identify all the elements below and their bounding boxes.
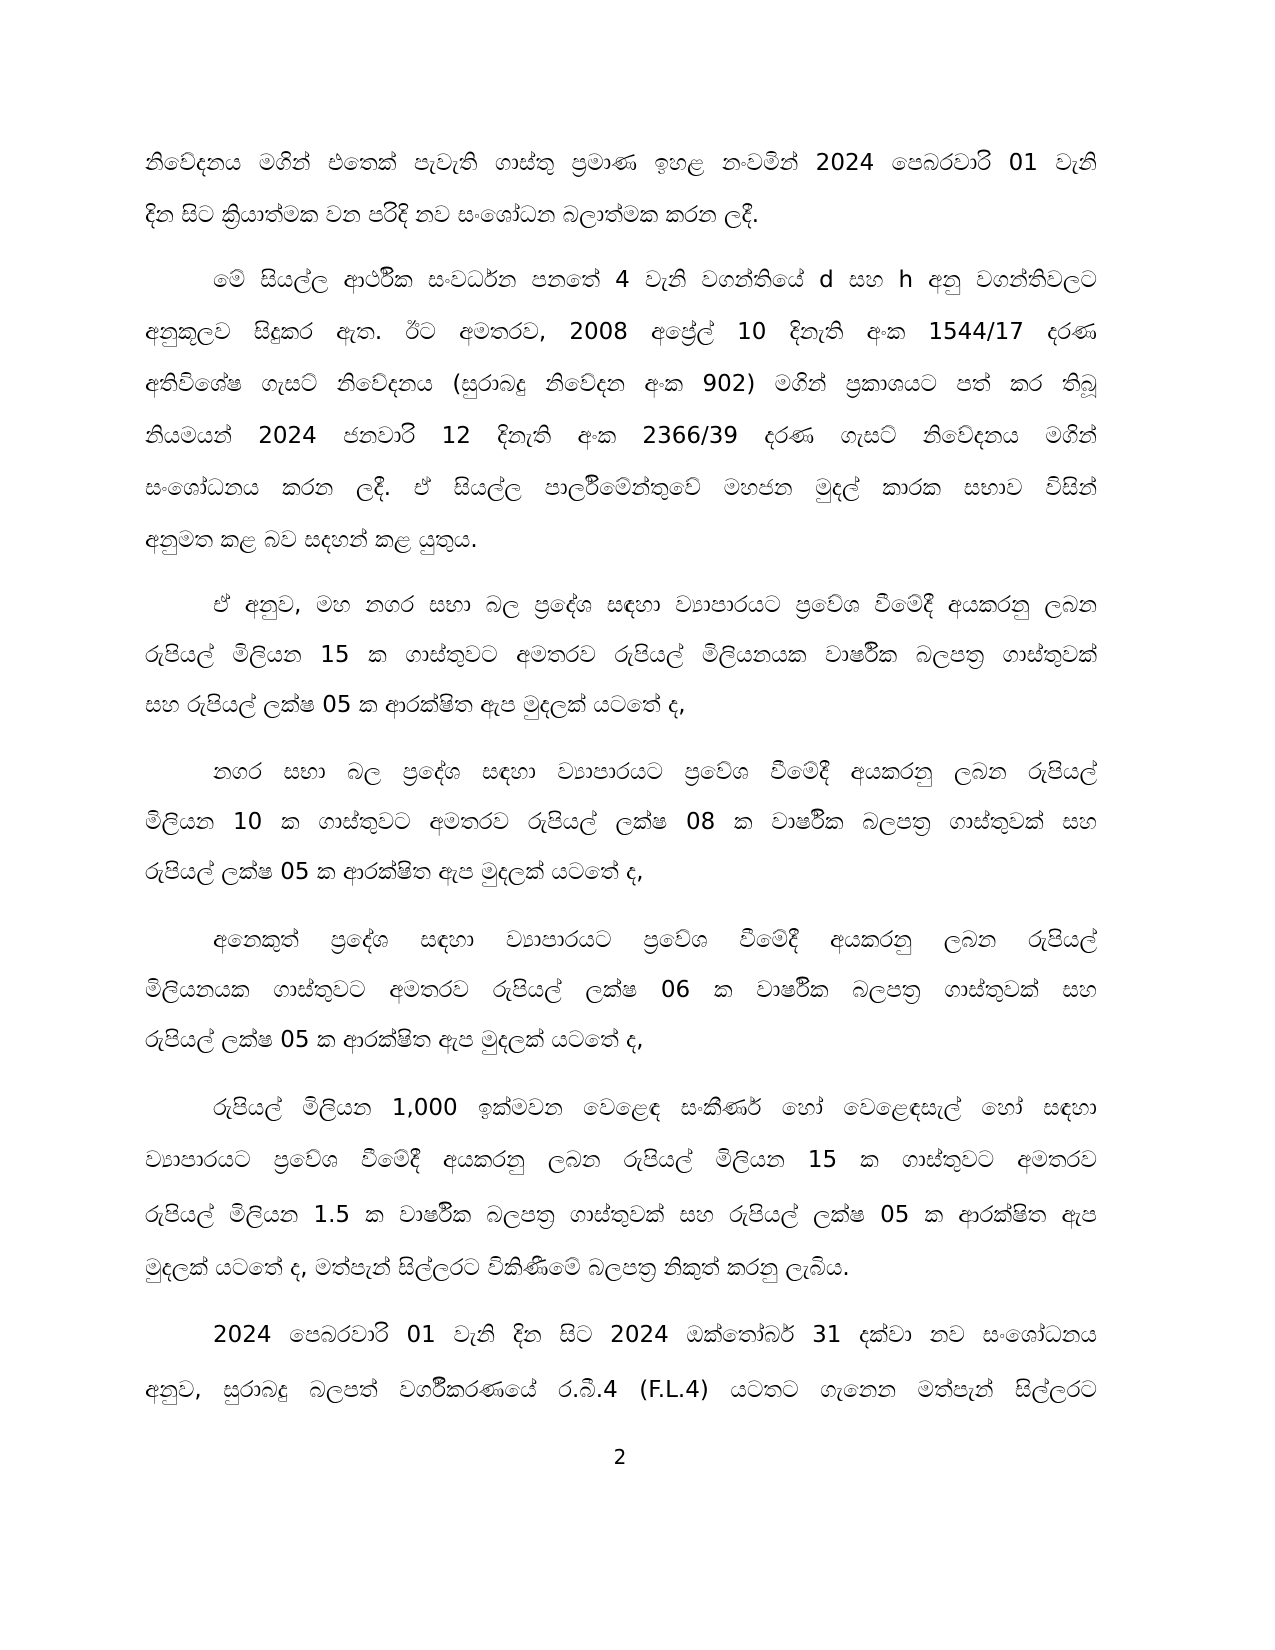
text-line: රුපියල් මිලියන 1.5 ක වාර්ෂික බලපත්‍ර ගාස්තුවක් සහ රුපියල් ලක්ෂ 05 ක ආරක්ෂිත ඇප: [145, 1202, 1097, 1228]
text-line: අනුව, සුරාබදු බලපත් වර්ගීකරණයේ ර.බී.4 (F.L.4) යටතට ගැනෙන මත්පැන් සිල්ලරට: [145, 1377, 1097, 1403]
text-line: 2024 පෙබරවාරි 01 වැනි දින සිට 2024 ඔක්තෝබර් 31 දක්වා නව සංශෝධනය: [213, 1322, 1097, 1348]
text-line: සංශෝධනය කරන ලදී. ඒ සියල්ල පාර්ලිමේන්තුවේ මහජන මුදල් කාරක සභාව විසින්: [145, 475, 1097, 501]
text-line: නගර සභා බල ප්‍රදේශ සඳහා ව්‍යාපාරයට ප්‍රවේශ වීමේදී අයකරනු ලබන රුපියල්: [213, 759, 1097, 785]
text-line: අතිවිශේෂ ගැසට් නිවේදනය (සුරාබදු නිවේදන අංක 902) මගින් ප්‍රකාශයට පත් කර තිබූ: [145, 371, 1097, 397]
text-line: අනෙකුත් ප්‍රදේශ සඳහා ව්‍යාපාරයට ප්‍රවේශ වීමේදී අයකරනු ලබන රුපියල්: [213, 927, 1097, 953]
text-line: රුපියල් ලක්ෂ 05 ක ආරක්ෂිත ඇප මුදලක් යටතේ ද,: [145, 859, 644, 885]
text-line: දින සිට ක්‍රියාත්මක වන පරිදි නව සංශෝධන බලාත්මක කරන ලදී.: [145, 202, 760, 228]
text-line: මුදලක් යටතේ ද, මත්පැන් සිල්ලරට විකිණීමේ බලපත්‍ර නිකුත් කරනු ලැබිය.: [145, 1255, 850, 1281]
text-line: මිලියන 10 ක ගාස්තුවට අමතරව රුපියල් ලක්ෂ 08 ක වාර්ෂික බලපත්‍ර ගාස්තුවක් සහ: [145, 809, 1097, 835]
text-line: රුපියල් මිලියන 15 ක ගාස්තුවට අමතරව රුපියල් මිලියනයක වාර්ෂික බලපත්‍ර ගාස්තුවක්: [145, 642, 1097, 668]
text-line: නියමයන් 2024 ජනවාරි 12 දිනැති අංක 2366/39 දරණ ගැසට් නිවේදනය මගින්: [145, 423, 1097, 449]
page-number: 2: [613, 1445, 627, 1469]
text-line: අනුමත කළ බව සදහන් කළ යුතුය.: [145, 527, 478, 553]
text-line: රුපියල් ලක්ෂ 05 ක ආරක්ෂිත ඇප මුදලක් යටතේ ද,: [145, 1027, 644, 1053]
text-line: ව්‍යාපාරයට ප්‍රවේශ වීමේදී අයකරනු ලබන රුපියල් මිලියන 15 ක ගාස්තුවට අමතරව: [145, 1147, 1097, 1173]
text-line: අනුකූලව සිදුකර ඇත. ඊට අමතරව, 2008 අප්‍රේල් 10 දිනැති අංක 1544/17 දරණ: [145, 319, 1097, 345]
text-line: රුපියල් මිලියන 1,000 ඉක්මවන වෙළෙඳ සංකීර්ණ හෝ වෙළෙඳසැල් හෝ සඳහා: [213, 1095, 1097, 1121]
text-line: නිවේදනය මගින් එතෙක් පැවැති ගාස්තු ප්‍රමාණ ඉහළ නංවමින් 2024 පෙබරවාරි 01 වැනි: [145, 150, 1097, 176]
text-line: මේ සියල්ල ආර්ථික සංවර්ධන පනතේ 4 වැනි වගන්තියේ d සහ h අනු වගන්තිවලට: [213, 267, 1097, 293]
text-line: සහ රුපියල් ලක්ෂ 05 ක ආරක්ෂිත ඇප මුදලක් යටතේ ද,: [145, 692, 686, 718]
text-line: ඒ අනුව, මහ නගර සභා බල ප්‍රදේශ සඳහා ව්‍යාපාරයට ප්‍රවේශ වීමේදී අයකරනු ලබන: [213, 592, 1097, 618]
text-line: මිලියනයක ගාස්තුවට අමතරව රුපියල් ලක්ෂ 06 ක වාර්ෂික බලපත්‍ර ගාස්තුවක් සහ: [145, 977, 1097, 1003]
